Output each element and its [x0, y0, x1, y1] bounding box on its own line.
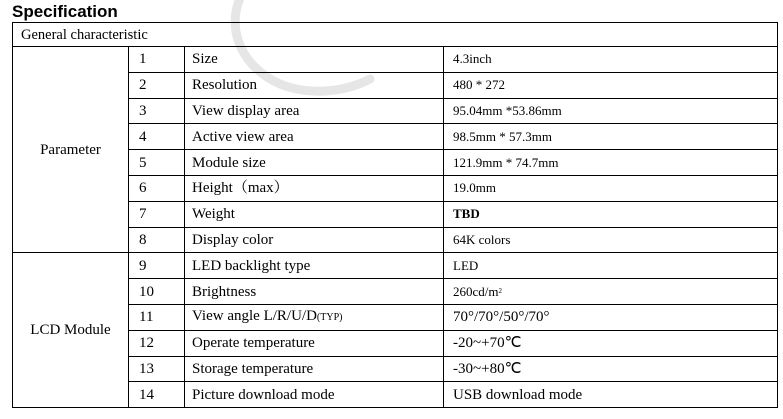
- page-title: Specification: [12, 2, 118, 21]
- row-number: 10: [129, 279, 185, 305]
- row-item: View display area: [185, 98, 444, 124]
- row-number: 8: [129, 227, 185, 253]
- row-value: TBD: [444, 201, 778, 227]
- row-number: 6: [129, 175, 185, 201]
- row-item: [185, 304, 444, 330]
- row-number: 14: [129, 382, 185, 408]
- row-item: Resolution: [185, 72, 444, 98]
- table-row: [13, 47, 778, 73]
- row-number: 11: [129, 304, 185, 330]
- group-parameter: Parameter: [13, 47, 129, 253]
- row-item: Size: [185, 47, 444, 73]
- row-number: 12: [129, 330, 185, 356]
- row-item: Storage temperature: [185, 356, 444, 382]
- row-item: Height（max）: [185, 175, 444, 201]
- row-value: 64K colors: [444, 227, 778, 253]
- row-number: 3: [129, 98, 185, 124]
- row-number: 1: [129, 47, 185, 73]
- row-item: Picture download mode: [185, 382, 444, 408]
- row-item: Display color: [185, 227, 444, 253]
- row-number: 5: [129, 150, 185, 176]
- row-value: 121.9mm * 74.7mm: [444, 150, 778, 176]
- general-row: [13, 23, 778, 47]
- row-value: USB download mode: [444, 382, 778, 408]
- row-value: 4.3inch: [444, 47, 778, 73]
- row-value: 98.5mm * 57.3mm: [444, 124, 778, 150]
- row-number: 9: [129, 253, 185, 279]
- superscript: 2: [498, 287, 502, 296]
- group-lcd-module: LCD Module: [13, 253, 129, 408]
- brightness-value: 260cd/m: [453, 284, 499, 300]
- row-value: 19.0mm: [444, 175, 778, 201]
- row-number: 4: [129, 124, 185, 150]
- row-value: -20~+70℃: [444, 330, 778, 356]
- general-characteristic-label: General characteristic: [13, 23, 778, 47]
- row-number: 7: [129, 201, 185, 227]
- row-value: -30~+80℃: [444, 356, 778, 382]
- row-item: LED backlight type: [185, 253, 444, 279]
- row-value: [444, 279, 778, 305]
- row-number: 13: [129, 356, 185, 382]
- view-angle-label: View angle L/R/U/D: [192, 308, 317, 325]
- row-value: 70°/70°/50°/70°: [444, 304, 778, 330]
- specification-table: [12, 22, 778, 408]
- row-item: Weight: [185, 201, 444, 227]
- row-value: 95.04mm *53.86mm: [444, 98, 778, 124]
- row-item: Brightness: [185, 279, 444, 305]
- typ-suffix: (TYP): [316, 312, 343, 324]
- table-row: [13, 253, 778, 279]
- row-item: Operate temperature: [185, 330, 444, 356]
- row-item: Active view area: [185, 124, 444, 150]
- row-value: 480 * 272: [444, 72, 778, 98]
- row-item: Module size: [185, 150, 444, 176]
- row-value: LED: [444, 253, 778, 279]
- row-number: 2: [129, 72, 185, 98]
